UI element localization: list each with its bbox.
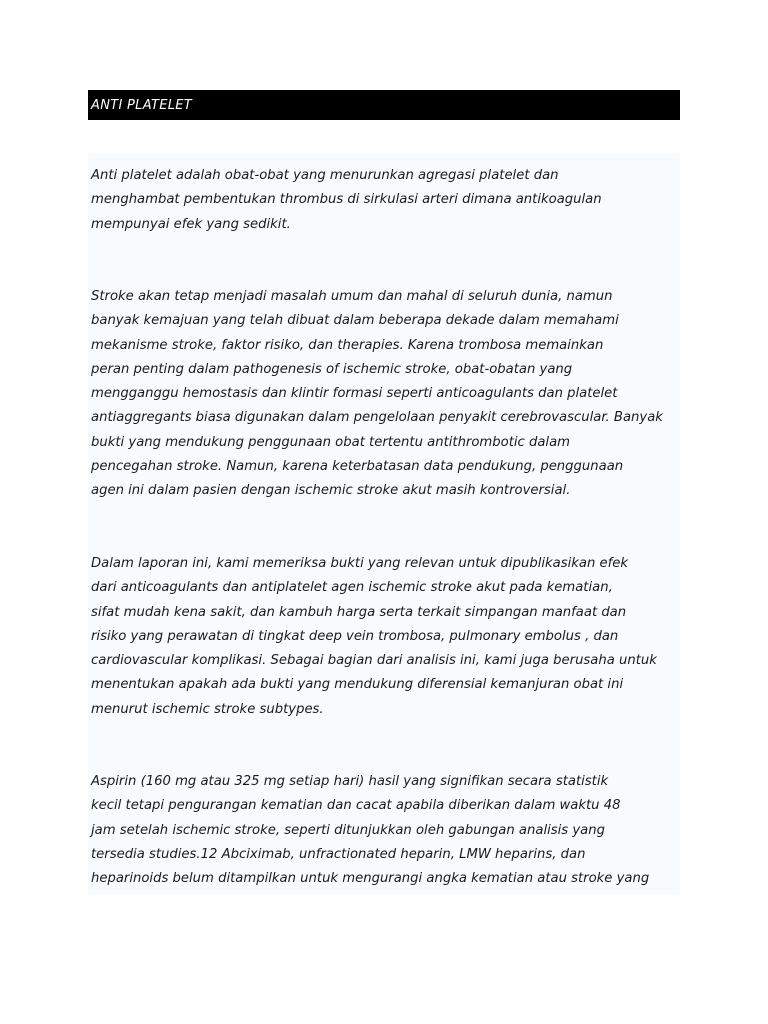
paragraph-stroke-overview: Stroke akan tetap menjadi masalah umum dan mahal di seluruh dunia, namun banyak kemajuan yang telah dibuat dalam beberapa dekade dalam memahami mekanisme stroke, faktor risiko, dan therapies. Karena trombosa memainkan peran penting dalam pathogenesis of ischemic stroke, obat-obatan yang mengganggu hemostasis dan klintir formasi seperti anticoagulants dan platelet antiaggregants biasa digunakan dalam pengelolaan penyakit cerebrovascular. Banyak bukti yang mendukung penggunaan obat tertentu antithrombotic dalam pencegahan stroke. Namun, karena keterbatasan data pendukung, penggunaan agen ini dalam pasien dengan ischemic stroke akut masih kontroversial. <box>91 289 663 499</box>
paragraph-aspirin: Aspirin (160 mg atau 325 mg setiap hari) hasil yang signifikan secara statistik kecil tetapi pengurangan kematian dan cacat apabila diberikan dalam waktu 48 jam setelah ischemic stroke, seperti ditunjukkan oleh gabungan analisis yang tersedia studies.12 Abciximab, unfractionated heparin, LMW heparins, dan heparinoids belum ditampilkan untuk mengurangi angka kematian atau stroke yang <box>91 774 650 887</box>
document-body <box>88 154 680 894</box>
title-bar <box>88 90 680 120</box>
paragraph-report-scope: Dalam laporan ini, kami memeriksa bukti yang relevan untuk dipublikasikan efek dari anticoagulants dan antiplatelet agen ischemic stroke akut pada kematian, sifat mudah kena sakit, dan kambuh harga serta terkait simpangan manfaat dan risiko yang perawatan di tingkat deep vein trombosa, pulmonary embolus , dan cardiovascular komplikasi. Sebagai bagian dari analisis ini, kami juga berusaha untuk menentukan apakah ada bukti yang mendukung diferensial kemanjuran obat ini menurut ischemic stroke subtypes. <box>91 556 657 717</box>
document-title: ANTI PLATELET <box>91 97 193 113</box>
paragraph-definition: Anti platelet adalah obat-obat yang menurunkan agregasi platelet dan menghambat pembentukan thrombus di sirkulasi arteri dimana antikoagulan mempunyai efek yang sedikit. <box>91 168 602 232</box>
